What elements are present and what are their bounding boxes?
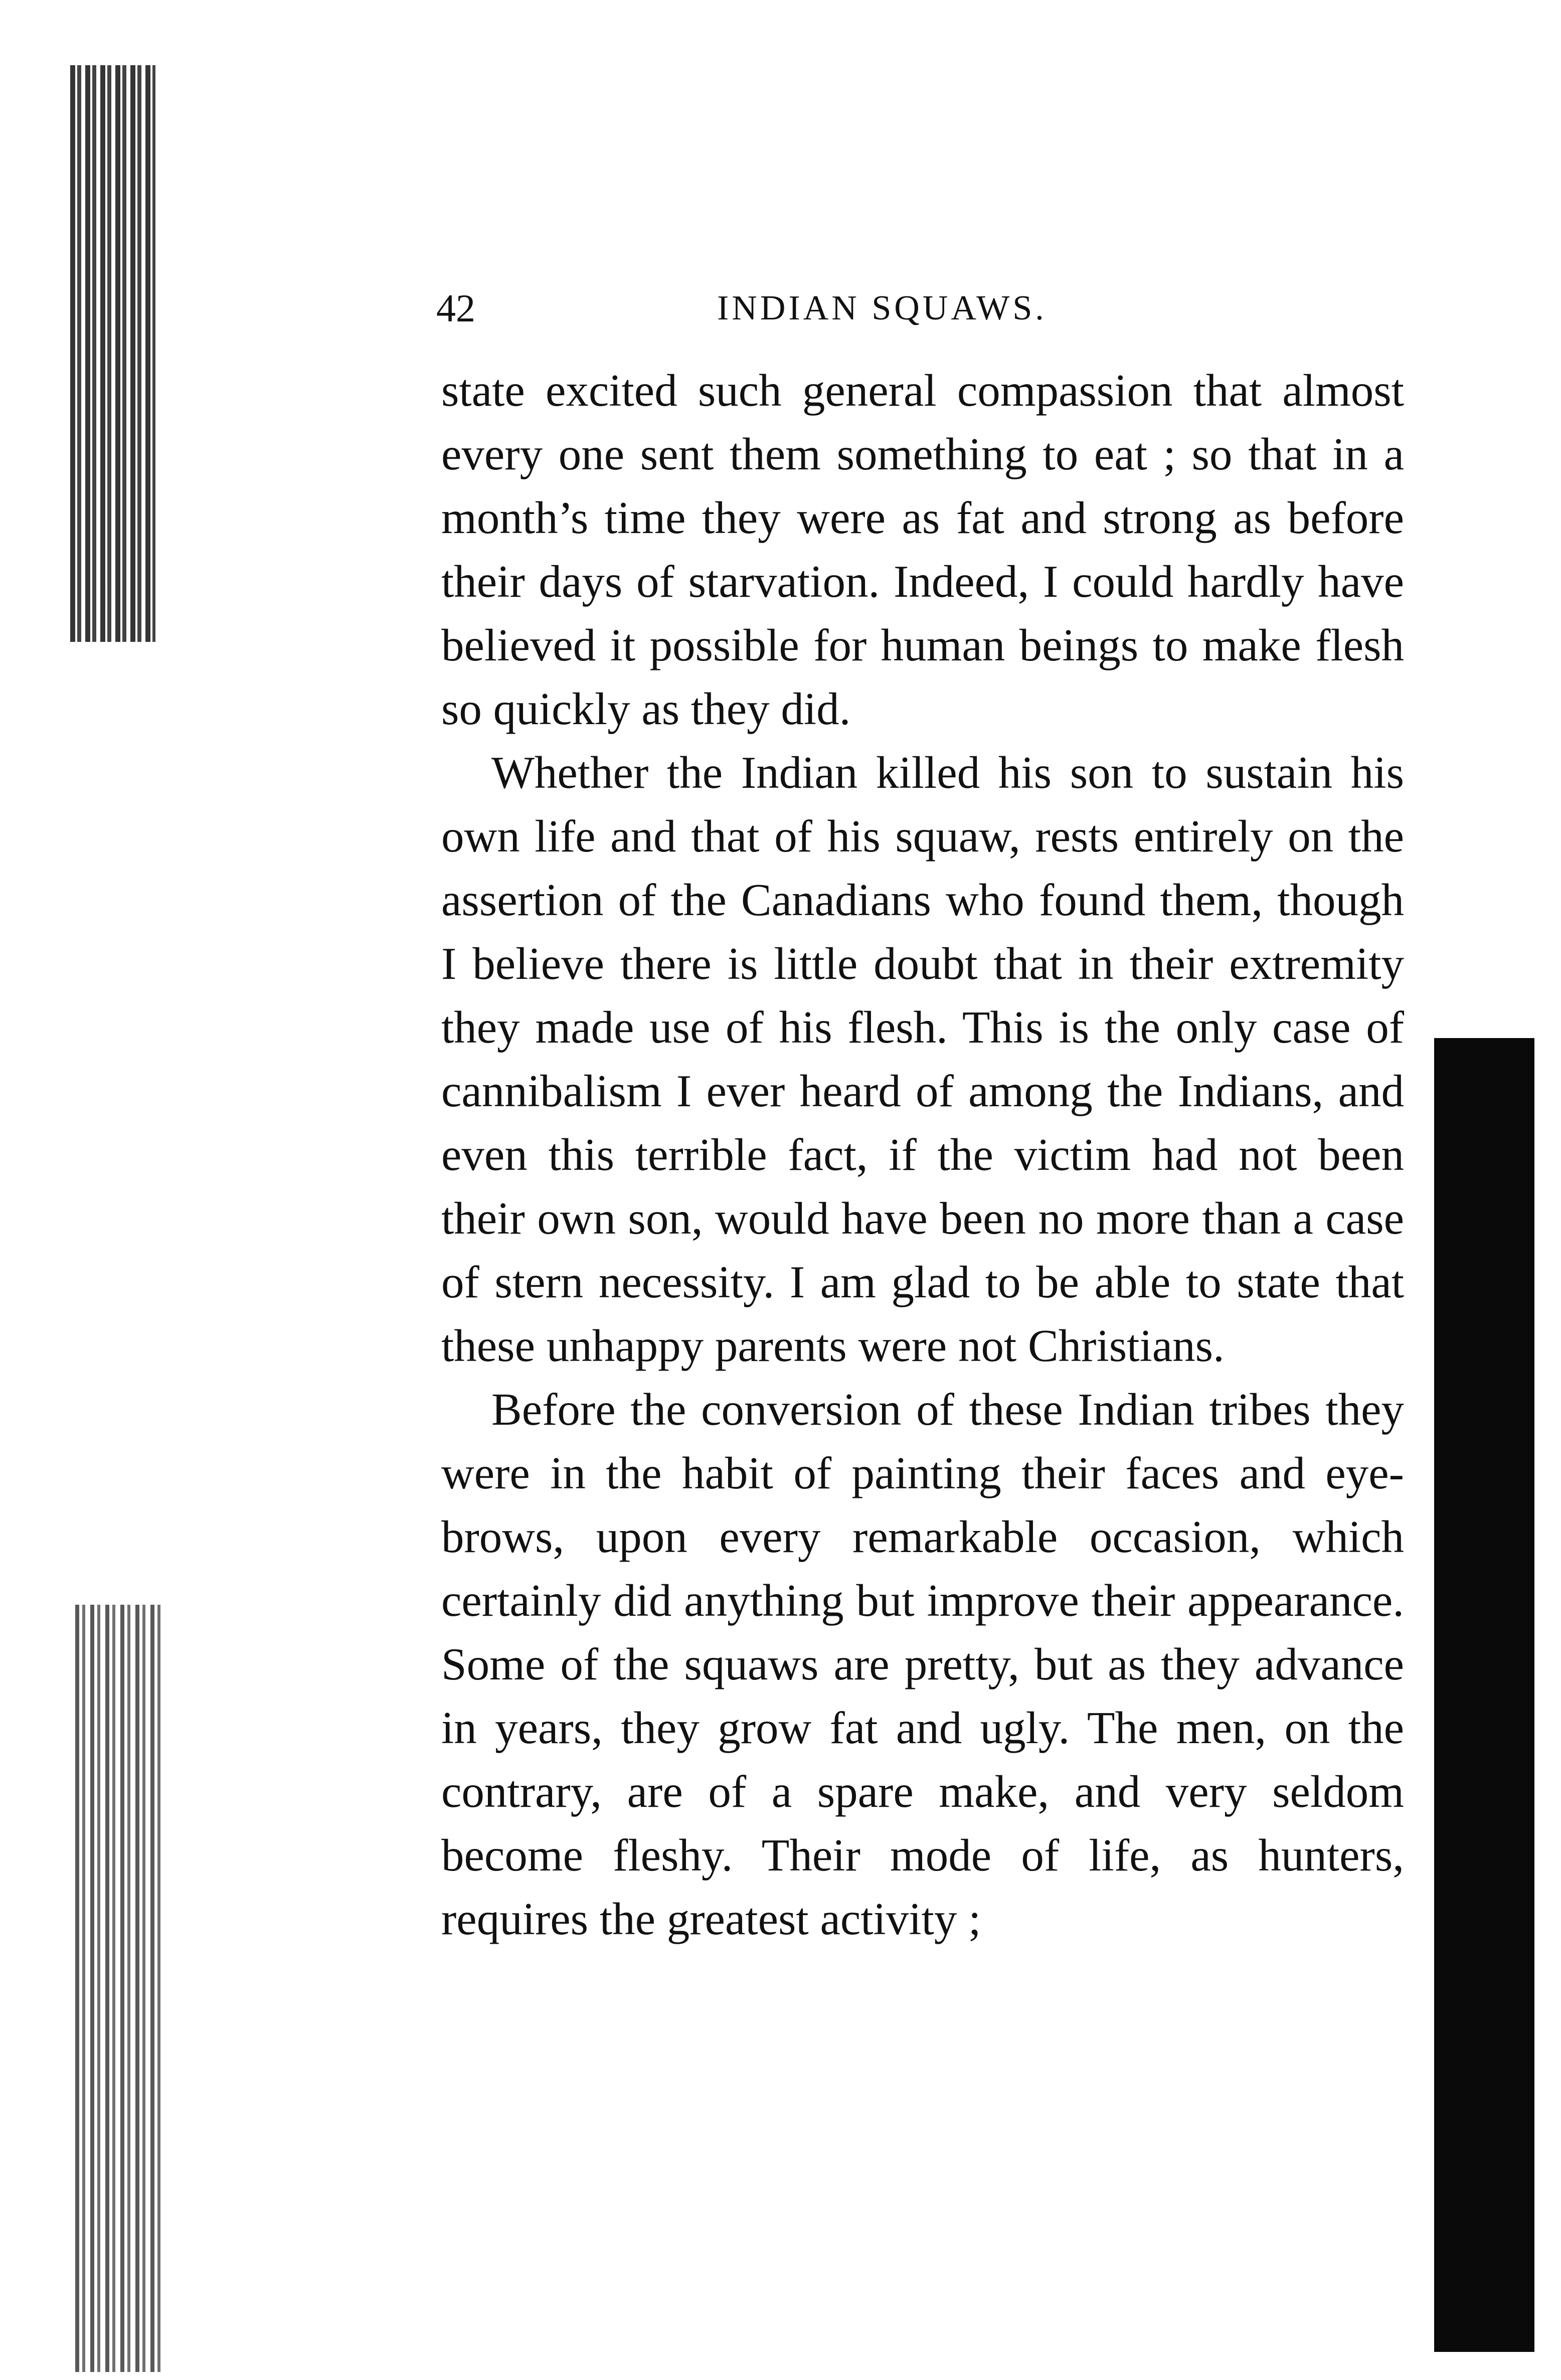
paragraph: Whether the Indian killed his son to sustain his own life and that of his squaw, rests entirely on the assertion of the Canadians who found them, though I believe there is little doubt that in their extremity they made use of his flesh. This is the only case of cannibalism I ever heard of among the Indians, and even this terrible fact, if the victim had not been their own son, would have been no more than a case of stern necessity. I am glad to be able to state that these unhappy parents were not Christians. [441,747,1404,1371]
running-head: INDIAN SQUAWS. [717,289,1047,327]
paragraph: Before the conversion of these Indian tribes they were in the habit of painting their faces and eye-brows, upon every remarkable occasion, which certainly did anything but improve their appearance. Some of the squaws are pretty, but as they advance in years, they grow fat and ugly. The men, on the contrary, are of a spare make, and very seldom become fleshy. Their mode of life, as hunters, requires the greatest activity ; [441,1384,1404,1944]
scan-artifact-right [1434,1038,1534,2352]
paragraph: state excited such general compassion that almost every one sent them something to eat ; so that in a month’s time they were as fat and strong as before their days of starvation. Indeed, I could hardly have believed it possible for human beings to make flesh so quickly as they did. [441,365,1404,734]
text-body [441,359,1404,1951]
scan-artifact-left-bottom [75,1605,160,2372]
page-number: 42 [436,286,475,330]
scan-artifact-left [70,65,155,642]
page-header [436,281,1429,336]
